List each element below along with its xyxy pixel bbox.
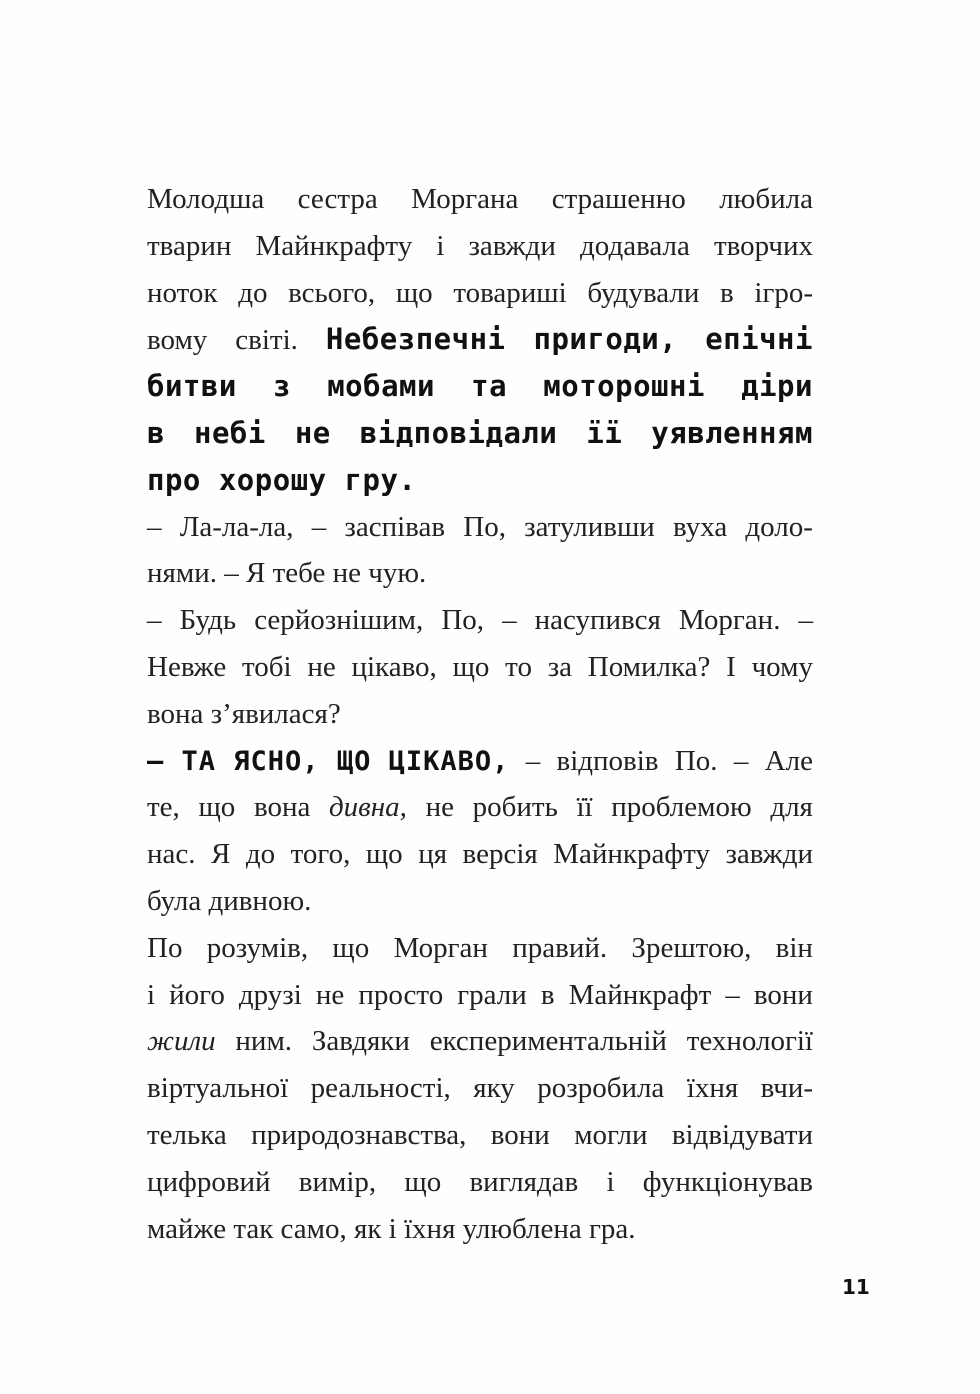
text-line [147, 550, 813, 597]
text-line [147, 1018, 813, 1065]
word: Зрештою, [631, 931, 752, 964]
word: Але [764, 744, 813, 777]
word: По, [441, 604, 485, 637]
word: що [452, 650, 490, 683]
word: затуливши [524, 510, 655, 543]
word: що [365, 838, 403, 871]
word: тобі [241, 650, 292, 683]
word: природознавства, [251, 1118, 467, 1151]
word: Моргана [411, 183, 519, 215]
word: майже так само, як і їхня улюблена гра. [147, 1212, 636, 1245]
word: Майнкрафту [255, 229, 413, 262]
word: вона [253, 791, 311, 824]
word: вуха [673, 510, 728, 543]
word: вони [753, 978, 813, 1011]
italic-word: жили [147, 1025, 216, 1058]
word: Будь [179, 604, 237, 637]
text-line [147, 410, 813, 457]
text-line [147, 831, 813, 878]
word: Молодша [147, 183, 265, 215]
body-text [147, 176, 813, 1252]
emphasis-word: з [273, 369, 291, 404]
emphasis-word: уявленням [651, 415, 813, 450]
word: чому [751, 650, 813, 683]
word: цифровий [147, 1165, 271, 1198]
word: не [425, 791, 454, 824]
word: По. [674, 744, 718, 777]
word: і [606, 1165, 615, 1198]
text-line [147, 1065, 813, 1112]
text-line [147, 223, 813, 270]
emphasis-word: Небезпечні [325, 322, 506, 357]
text-line [147, 1112, 813, 1159]
word: будували [587, 276, 700, 309]
word: всього, [288, 276, 376, 309]
word: нями. – Я тебе не чую. [147, 557, 427, 590]
italic-word: дивна, [329, 791, 407, 824]
word: завжди [468, 229, 556, 262]
word: вона з’явилася? [147, 697, 341, 730]
word: що [332, 931, 370, 964]
emphasis-word: її [586, 415, 623, 450]
word: вчи- [760, 1072, 813, 1105]
emphasis-word: битви [147, 369, 237, 404]
word: По [147, 931, 183, 964]
word: була дивною. [147, 884, 312, 917]
word: яку [473, 1072, 515, 1105]
emphasis-word: небі [193, 415, 266, 450]
word: серйознішим, [254, 604, 424, 637]
word: світі. [235, 324, 298, 357]
word: вимір, [298, 1165, 377, 1198]
word: просто [358, 978, 444, 1011]
word: додавала [580, 229, 690, 262]
page-number: 11 [842, 1275, 870, 1299]
word: ним. [235, 1025, 293, 1058]
emphasis-word: не [294, 415, 331, 450]
word: версія [462, 838, 538, 871]
word: для [770, 791, 813, 824]
word: Помилка? [587, 650, 711, 683]
word: Морган. [678, 604, 781, 637]
emphasis-word: в [147, 415, 165, 450]
word: що [404, 1165, 442, 1198]
word: в [540, 978, 555, 1011]
word: її [576, 791, 593, 824]
text-line [147, 270, 813, 317]
text-line [147, 972, 813, 1019]
emphasis-word: відповідали [359, 415, 558, 450]
word: завжди [725, 838, 813, 871]
text-line [147, 1206, 813, 1253]
word: що [395, 276, 433, 309]
word: що [198, 791, 236, 824]
text-line [147, 363, 813, 410]
word: їхня [686, 1072, 739, 1105]
emphasis-word: про хорошу гру. [147, 462, 417, 497]
word: доло- [745, 510, 813, 543]
emphasis-word: моторошні [543, 369, 705, 404]
word: в [720, 276, 734, 309]
word: реальності, [310, 1072, 451, 1105]
word: і [147, 978, 156, 1011]
word: ця [418, 838, 448, 871]
word: розробила [537, 1072, 665, 1105]
shout-text: – ТА ЯСНО, ЩО ЦІКАВО, [147, 745, 510, 777]
word: тварин [147, 229, 232, 262]
word: вони [490, 1118, 550, 1151]
word: те, [147, 791, 180, 824]
text-line [147, 457, 813, 504]
text-line [147, 738, 813, 785]
word: Завдяки [311, 1025, 410, 1058]
word: могли [574, 1118, 648, 1151]
word: – [311, 510, 327, 543]
word: Ла-ла-ла, [179, 510, 294, 543]
word: Майнкрафту [553, 838, 710, 871]
word: до [238, 276, 268, 309]
text-line [147, 1159, 813, 1206]
word: Майнкрафт [568, 978, 712, 1011]
word: По, [463, 510, 506, 543]
text-line [147, 597, 813, 644]
word: ноток [147, 276, 218, 309]
text-line [147, 504, 813, 551]
word: експериментальній [429, 1025, 667, 1058]
word: технології [686, 1025, 813, 1058]
word: цікаво, [351, 650, 437, 683]
text-line [147, 644, 813, 691]
text-line [147, 691, 813, 738]
word: правий. [512, 931, 608, 964]
text-line [147, 316, 813, 363]
word: відвідувати [671, 1118, 813, 1151]
word: сестра [297, 183, 378, 215]
word: він [775, 931, 813, 964]
word: товариші [453, 276, 567, 309]
emphasis-word: мобами [327, 369, 435, 404]
text-line [147, 925, 813, 972]
word: – [725, 978, 740, 1011]
word: того, [290, 838, 351, 871]
emphasis-word: пригоди, [533, 322, 678, 357]
word: Невже [147, 650, 227, 683]
word: не [307, 650, 336, 683]
word: – [502, 604, 517, 637]
emphasis-word: та [471, 369, 508, 404]
emphasis-word: діри [741, 369, 813, 404]
word: насупився [534, 604, 661, 637]
word: до [245, 838, 276, 871]
word: то [505, 650, 532, 683]
word: нас. [147, 838, 196, 871]
emphasis-word: епічні [705, 322, 813, 357]
word: робить [472, 791, 558, 824]
word: заспівав [344, 510, 446, 543]
word: страшенно [551, 183, 686, 215]
word: – [525, 744, 541, 777]
word: ігро- [754, 276, 813, 309]
word: віртуальної [147, 1072, 289, 1105]
word: за [547, 650, 573, 683]
word: функціонував [642, 1165, 813, 1198]
word: – [147, 510, 162, 543]
word: творчих [713, 229, 813, 262]
word: Морган [393, 931, 488, 964]
word: І [726, 650, 736, 683]
word: не [315, 978, 345, 1011]
word: і [436, 229, 445, 262]
word: його [169, 978, 225, 1011]
word: проблемою [611, 791, 752, 824]
word: – [147, 604, 162, 637]
text-line [147, 784, 813, 831]
text-line [147, 878, 813, 925]
word: друзі [238, 978, 302, 1011]
word: любила [719, 183, 813, 215]
word: виглядав [469, 1165, 579, 1198]
word: відповів [556, 744, 659, 777]
word: телька [147, 1118, 227, 1151]
word: грали [457, 978, 527, 1011]
word: – [798, 604, 813, 637]
text-line [147, 176, 813, 223]
word: – [733, 744, 749, 777]
word: розумів, [206, 931, 309, 964]
word: вому [147, 324, 208, 357]
word: Я [211, 838, 231, 871]
